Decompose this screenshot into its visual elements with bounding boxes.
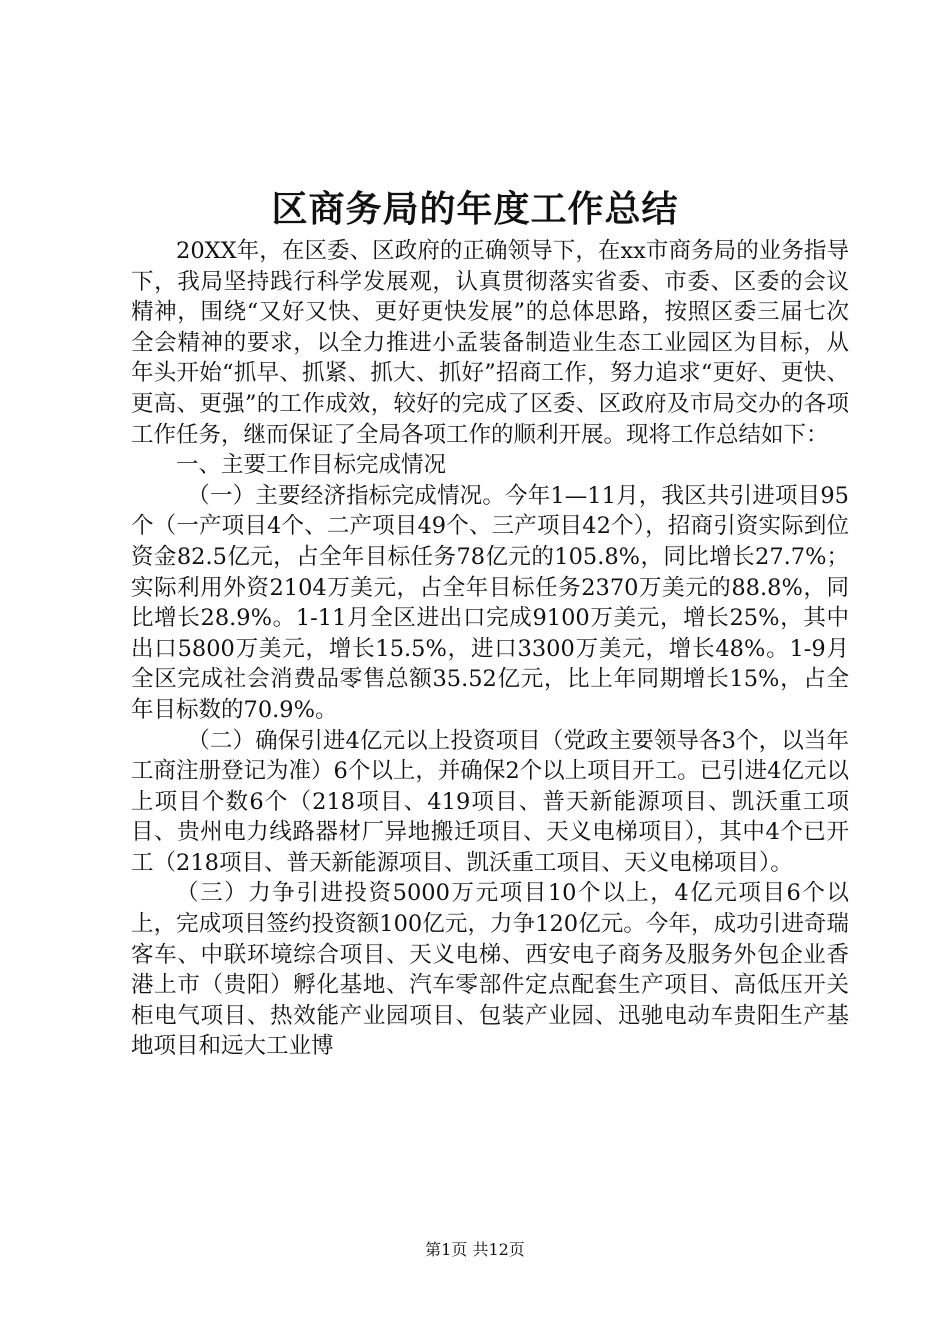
- paragraph-intro: 20XX年，在区委、区政府的正确领导下，在xx市商务局的业务指导下，我局坚持践行科学发展观，认真贯彻落实省委、市委、区委的会议精神，围绕“又好又快、更好更快发展”的总体思路，按照区委三届七次全会精神的要求，以全力推进小孟装备制造业生态工业园区为目标，从年头开始“抓早、抓紧、抓大、抓好”招商工作，努力追求“更好、更快、更高、更强”的工作成效，较好的完成了区委、区政府及市局交办的各项工作任务，继而保证了全局各项工作的顺利开展。现将工作总结如下：: [131, 238, 849, 448]
- document-body: [131, 236, 849, 1062]
- document-title: 区商务局的年度工作总结: [271, 188, 679, 230]
- paragraph-item-3: （三）力争引进投资5000万元项目10个以上，4亿元项目6个以上，完成项目签约投资额100亿元，力争120亿元。今年，成功引进奇瑞客车、中联环境综合项目、天义电梯、西安电子商务及服务外包企业香港上市（贵阳）孵化基地、汽车零部件定点配套生产项目、高低压开关柜电气项目、热效能产业园项目、包装产业园、迅驰电动车贵阳生产基地项目和远大工业博: [131, 880, 849, 1060]
- section-heading: 一、主要工作目标完成情况: [176, 452, 447, 479]
- paragraph-item-1: （一）主要经济指标完成情况。今年1—11月，我区共引进项目95个（一产项目4个、二产项目49个、三产项目42个），招商引资实际到位资金82.5亿元，占全年目标任务78亿元的105.8%，同比增长27.7%；实际利用外资2104万美元，占全年目标任务2370万美元的88.8%，同比增长28.9%。1-11月全区进出口完成9100万美元，增长25%，其中出口5800万美元，增长15.5%，进口3300万美元，增长48%。1-9月全区完成社会消费品零售总额35.52亿元，比上年同期增长15%，占全年目标数的70.9%。: [131, 482, 849, 723]
- page-footer: 第1页 共12页: [425, 1240, 525, 1259]
- paragraph-item-2: （二）确保引进4亿元以上投资项目（党政主要领导各3个，以当年工商注册登记为准）6个以上，并确保2个以上项目开工。已引进4亿元以上项目个数6个（218项目、419项目、普天新能源项目、凯沃重工项目、贵州电力线路器材厂异地搬迁项目、天义电梯项目），其中4个已开工（218项目、普天新能源项目、凯沃重工项目、天义电梯项目）。: [131, 727, 849, 876]
